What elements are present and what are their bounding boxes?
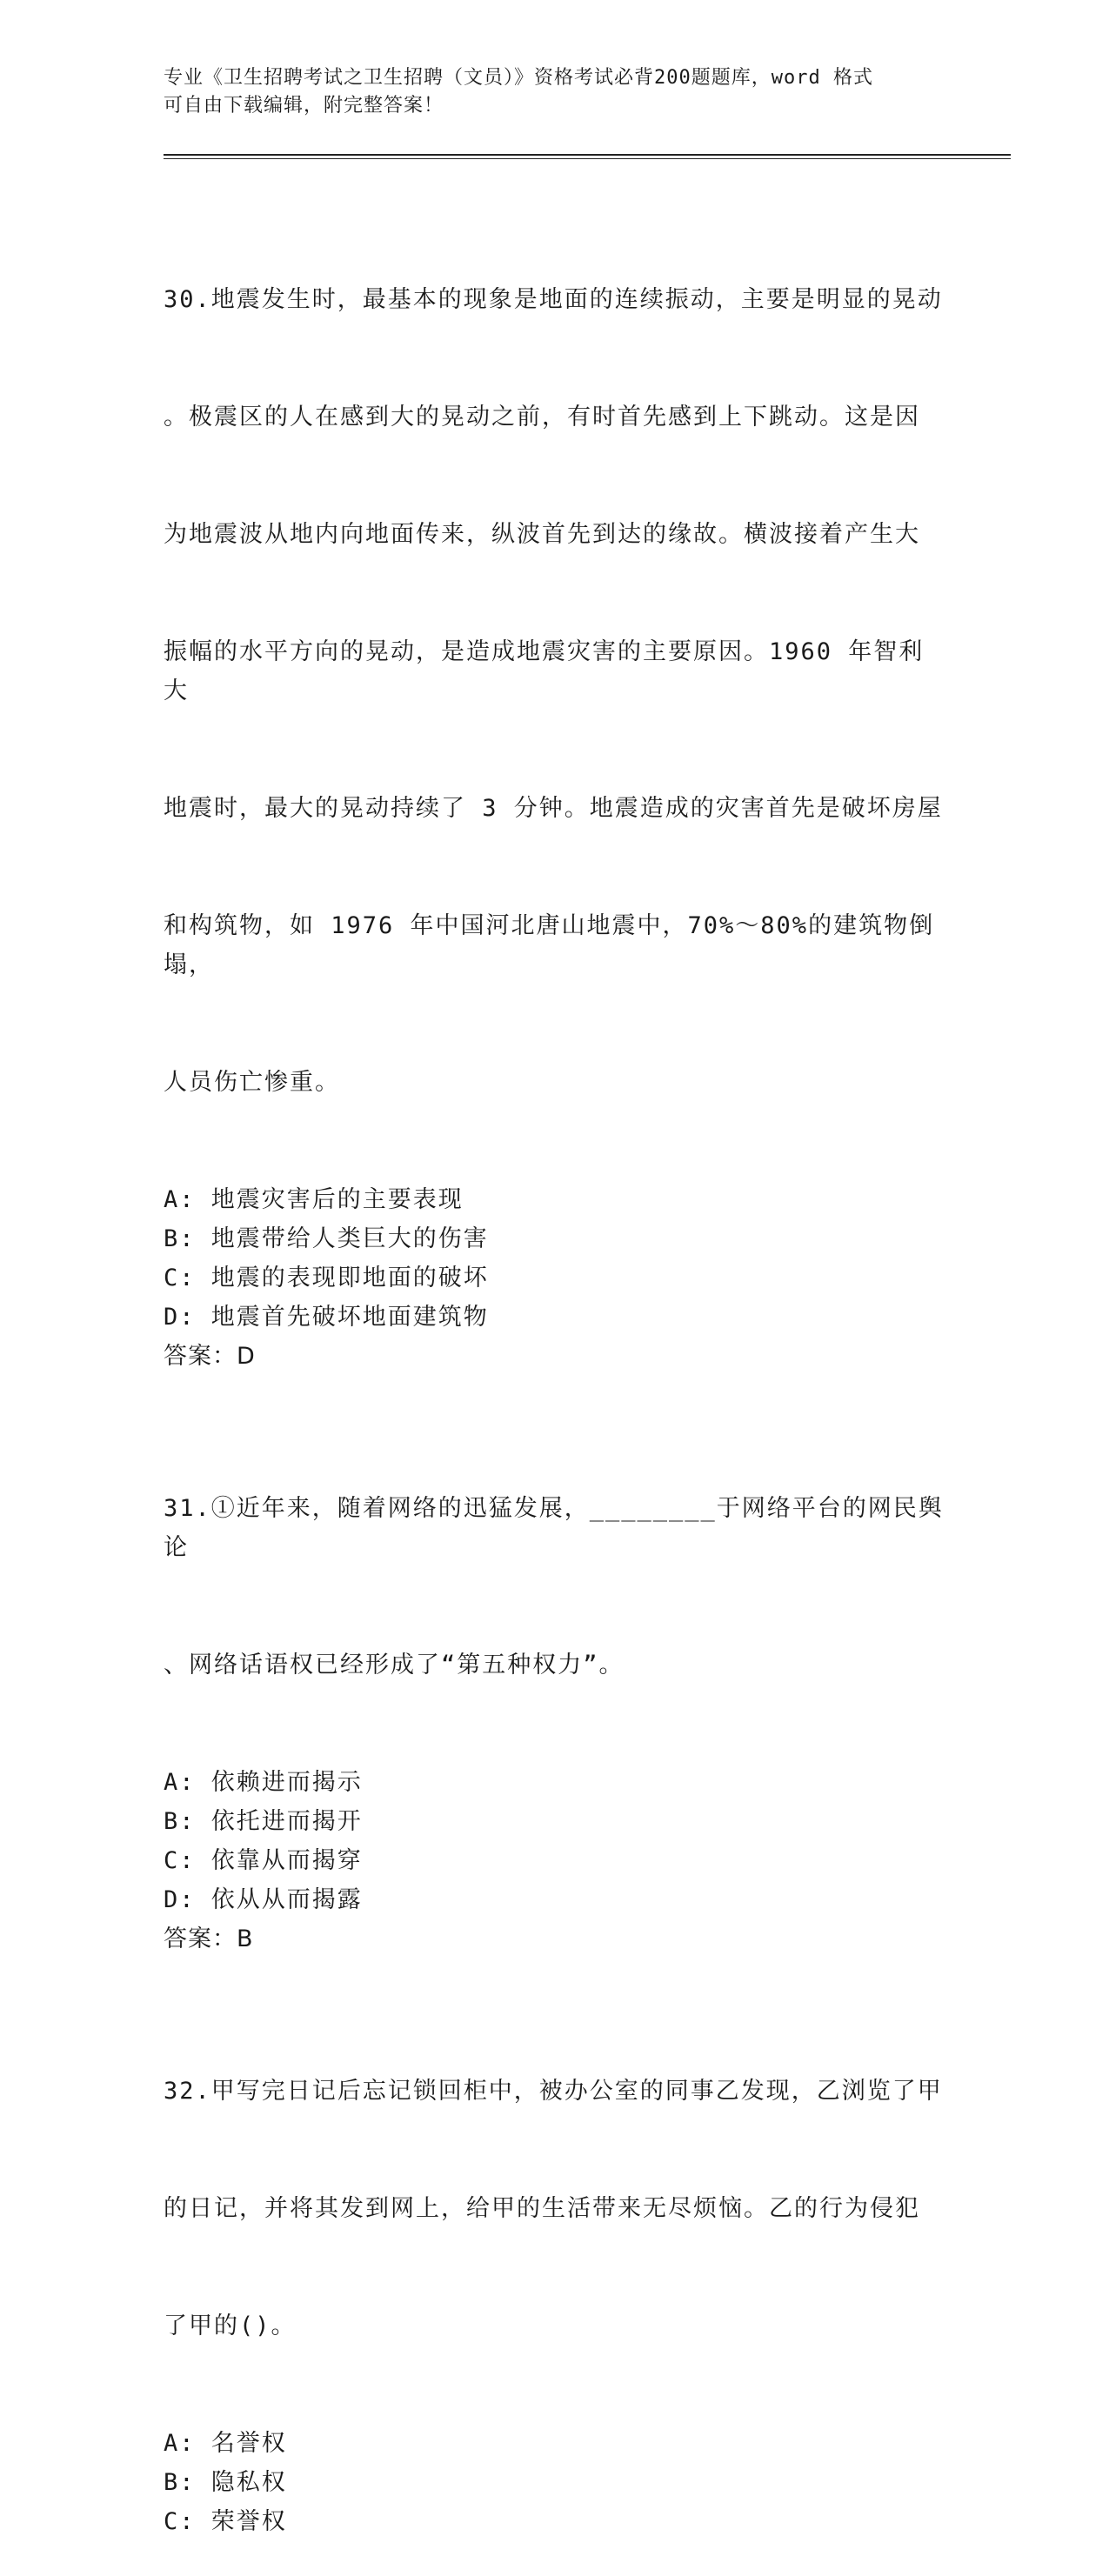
- stem-line: 为地震波从地内向地面传来，纵波首先到达的缘故。横波接着产生大: [164, 521, 920, 548]
- stem-line: 32.甲写完日记后忘记锁回柜中，被办公室的同事乙发现，乙浏览了甲: [164, 2078, 943, 2105]
- option-b: B: 隐私权: [164, 2469, 287, 2496]
- question-stem: [164, 1411, 946, 1763]
- question-32: [164, 1993, 946, 2541]
- stem-line: 人员伤亡惨重。: [164, 1069, 340, 1096]
- option-a: A: 名誉权: [164, 2430, 287, 2457]
- question-31: [164, 1411, 946, 1959]
- stem-line: 和构筑物，如 1976 年中国河北唐山地震中，70%～80%的建筑物倒塌，: [164, 912, 935, 978]
- option-b: B: 地震带给人类巨大的伤害: [164, 1225, 489, 1252]
- stem-line: 了甲的()。: [164, 2312, 297, 2339]
- option-a: A: 依赖进而揭示: [164, 1769, 363, 1796]
- stem-line: 的日记，并将其发到网上，给甲的生活带来无尽烦恼。乙的行为侵犯: [164, 2195, 920, 2222]
- option-c: C: 荣誉权: [164, 2508, 287, 2535]
- option-c: C: 地震的表现即地面的破坏: [164, 1265, 489, 1291]
- stem-line: 、网络话语权已经形成了“第五种权力”。: [164, 1652, 625, 1678]
- stem-line: 30.地震发生时，最基本的现象是地面的连续振动，主要是明显的晃动: [164, 286, 943, 313]
- question-stem: [164, 1993, 946, 2424]
- option-d: D: 依从从而揭露: [164, 1886, 363, 1913]
- stem-line: 地震时，最大的晃动持续了 3 分钟。地震造成的灾害首先是破坏房屋: [164, 795, 943, 822]
- stem-line: 。极震区的人在感到大的晃动之前，有时首先感到上下跳动。这是因: [164, 404, 920, 430]
- answer-line: 答案：B: [164, 1925, 254, 1952]
- page-header: [164, 64, 929, 120]
- header-title-line-2: 可自由下载编辑，附完整答案！: [164, 95, 444, 117]
- stem-line: 振幅的水平方向的晃动，是造成地震灾害的主要原因。1960 年智利大: [164, 638, 925, 704]
- option-a: A: 地震灾害后的主要表现: [164, 1186, 464, 1213]
- option-c: C: 依靠从而揭穿: [164, 1847, 363, 1874]
- option-b: B: 依托进而揭开: [164, 1808, 363, 1835]
- question-30: [164, 202, 946, 1376]
- header-title-line-1: 专业《卫生招聘考试之卫生招聘（文员）》资格考试必背200题题库，word 格式: [164, 67, 873, 89]
- header-divider: [164, 154, 1011, 159]
- stem-line: 31.①近年来，随着网络的迅猛发展，________于网络平台的网民舆论: [164, 1495, 944, 1561]
- question-stem: [164, 202, 946, 1180]
- answer-line: 答案：D: [164, 1343, 256, 1370]
- question-list: [164, 202, 946, 2576]
- option-d: D: 地震首先破坏地面建筑物: [164, 1304, 489, 1331]
